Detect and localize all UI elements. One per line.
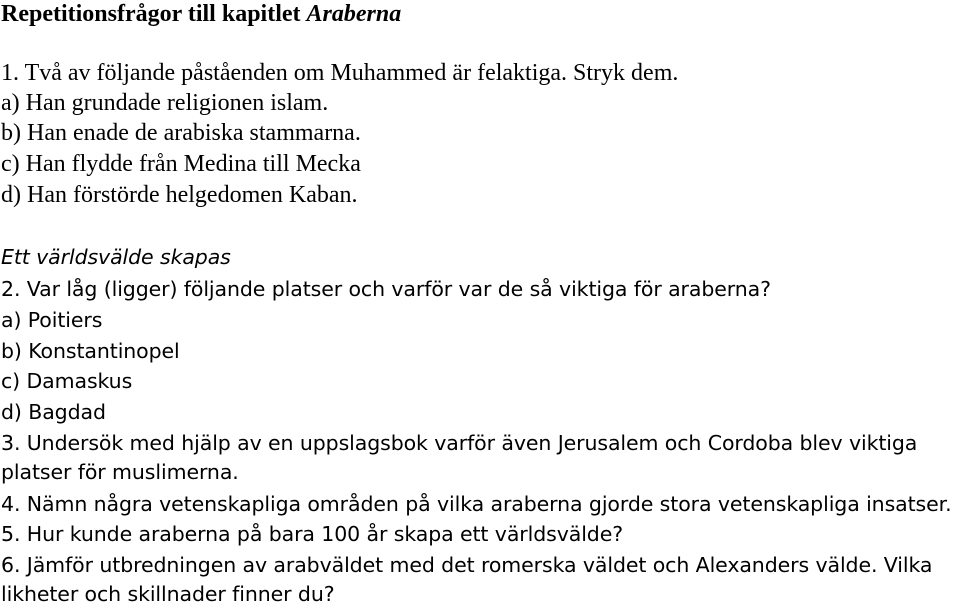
question-2-option-d: d) Bagdad bbox=[1, 400, 106, 424]
question-5: 5. Hur kunde araberna på bara 100 år skapa ett världsvälde? bbox=[1, 522, 623, 546]
page-title-text: Repetitionsfrågor till kapitlet bbox=[1, 1, 307, 27]
page-title-emphasis: Araberna bbox=[306, 1, 402, 27]
question-2-option-c: c) Damaskus bbox=[1, 369, 133, 393]
question-1-prompt: 1. Två av följande påståenden om Muhammed är felaktiga. Stryk dem. bbox=[1, 60, 679, 86]
question-2-option-b: b) Konstantinopel bbox=[1, 339, 180, 363]
question-2-option-a: a) Poitiers bbox=[1, 308, 103, 332]
question-1-option-b: b) Han enade de arabiska stammarna. bbox=[1, 120, 361, 146]
question-1-option-a: a) Han grundade religionen islam. bbox=[1, 90, 329, 116]
question-6-line-2: likheter och skillnader finner du? bbox=[1, 582, 335, 606]
question-3-line-2: platser för muslimerna. bbox=[1, 460, 239, 484]
question-1-option-c: c) Han flydde från Medina till Mecka bbox=[1, 151, 361, 177]
question-1-option-d: d) Han förstörde helgedomen Kaban. bbox=[1, 182, 358, 208]
question-4: 4. Nämn några vetenskapliga områden på vilka araberna gjorde stora vetenskapliga insatser. bbox=[1, 492, 952, 516]
page-title bbox=[1, 0, 401, 28]
question-2-prompt: 2. Var låg (ligger) följande platser och varför var de så viktiga för araberna? bbox=[1, 277, 771, 301]
question-6-line-1: 6. Jämför utbredningen av arabväldet med det romerska väldet och Alexanders välde. Vilka bbox=[1, 553, 933, 577]
question-3-line-1: 3. Undersök med hjälp av en uppslagsbok varför även Jerusalem och Cordoba blev viktiga bbox=[1, 431, 918, 455]
section-heading: Ett världsvälde skapas bbox=[1, 245, 231, 269]
